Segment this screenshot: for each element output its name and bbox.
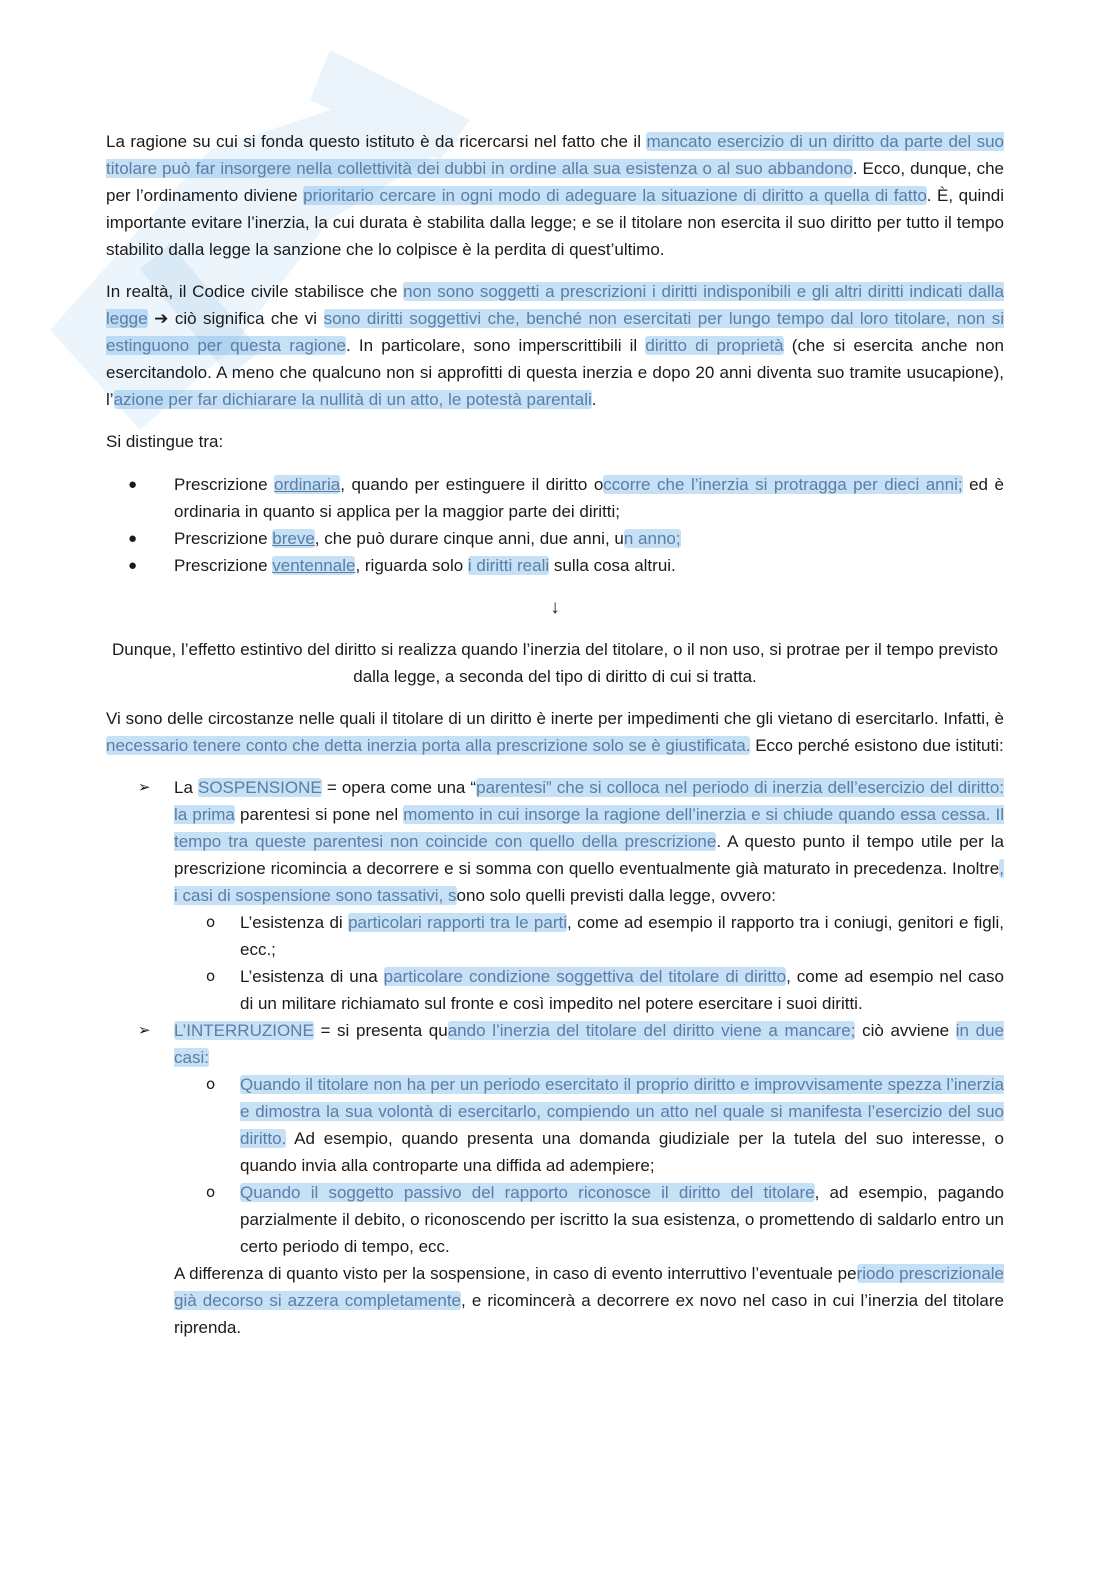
bullet-icon: ● bbox=[128, 530, 138, 547]
sub-list-item: o Quando il titolare non ha per un periodo esercitato il proprio diritto e improvvisamente spezza l’inerzia e dimostra la sua volontà di esercitarlo, compiendo un atto nel quale si manifesta l’esercizio del suo diritto. Ad esempio, quando presenta una domanda giudiziale per la tutela del suo interesse, o quando invia alla controparte una diffida ad adempiere; bbox=[106, 1071, 1004, 1179]
highlighted-text: momento in cui insorge la ragione dell’inerzia e si chiude quando essa cessa. Il tempo tra queste parentesi non coincide con quello della prescrizione bbox=[174, 805, 1005, 851]
text-run: . Ecco, dunque, che per l’ordinamento diviene bbox=[106, 159, 1004, 205]
highlighted-text: mancato esercizio di un diritto da parte del suo titolare può far insorgere nella collettività dei dubbi in ordine alla sua esistenza o al suo abbandono bbox=[106, 132, 1005, 178]
sub-list-item: o Quando il soggetto passivo del rapporto riconosce il diritto del titolare, ad esempio, pagando parzialmente il debito, o riconoscendo per iscritto la sua esistenza, o promettendo di saldarlo entro un certo periodo di tempo, ecc. bbox=[106, 1179, 1004, 1260]
down-arrow-icon: ↓ bbox=[550, 597, 560, 618]
sub-list-item: o L’esistenza di particolari rapporti tra le parti, come ad esempio il rapporto tra i coniugi, genitori e figli, ecc.; bbox=[106, 909, 1004, 963]
text-run: In realtà, il Codice civile stabilisce che bbox=[106, 282, 404, 301]
sub-list-item: o L’esistenza di una particolare condizione soggettiva del titolare di diritto, come ad esempio nel caso di un militare richiamato sul fronte e così impedito nel potere esercitare i suoi diritti. bbox=[106, 963, 1004, 1017]
circostanze-paragraph: Vi sono delle circostanze nelle quali il titolare di un diritto è inerte per impedimenti che gli vietano di esercitarlo. Infatti, è necessario tenere conto che detta inerzia porta alla prescrizione solo se è giustificata. Ecco perché esistono due istituti: bbox=[106, 709, 1004, 755]
intro-paragraph bbox=[106, 128, 1004, 263]
differenza-paragraph: A differenza di quanto visto per la sospensione, in caso di evento interruttivo l’eventuale periodo prescrizionale già decorso si azzera completamente, e ricomincerà a decorrere ex novo nel caso in cui l’inerzia del titolare riprenda. bbox=[174, 1264, 1005, 1337]
effetto-paragraph: Dunque, l’effetto estintivo del diritto si realizza quando l’inerzia del titolare, o il non uso, si protrae per il tempo previsto dalla legge, a seconda del tipo di diritto di cui si tratta. bbox=[111, 640, 999, 686]
highlighted-text: riodo prescrizionale già decorso si azzera completamente bbox=[174, 1264, 1005, 1310]
text-run: . bbox=[591, 390, 597, 409]
arrow-bullet-icon: ➢ bbox=[138, 779, 151, 796]
circle-bullet-icon: o bbox=[206, 967, 216, 985]
highlighted-text: Quando il soggetto passivo del rapporto riconosce il diritto del titolare bbox=[240, 1183, 815, 1202]
interruzione-item: ➢ L’INTERRUZIONE = si presenta quando l’inerzia del titolare del diritto viene a mancare; ciò avviene in due casi: bbox=[106, 1017, 1004, 1071]
arrow-bullet-icon: ➢ bbox=[138, 1022, 151, 1039]
highlighted-text: prioritario cercare in ogni modo di adeguare la situazione di diritto a quella di fatto bbox=[303, 186, 927, 205]
highlighted-text: necessario tenere conto che detta inerzia porta alla prescrizione solo se è giustificata. bbox=[106, 736, 751, 755]
circle-bullet-icon: o bbox=[206, 913, 216, 931]
text-run: . In particolare, sono imperscrittibili il bbox=[346, 336, 646, 355]
term-interruzione: L’INTERRUZIONE bbox=[174, 1021, 314, 1040]
highlighted-text: Quando il titolare non ha per un periodo esercitato il proprio diritto e improvvisamente spezza l’inerzia e dimostra la sua volontà di esercitarlo, compiendo un atto nel quale si manifesta l’esercizio del suo diritto. bbox=[240, 1075, 1004, 1148]
codice-paragraph bbox=[106, 278, 1004, 413]
list-item: ● Prescrizione breve, che può durare cinque anni, due anni, un anno; bbox=[106, 525, 1004, 552]
prescrizione-type: ventennale bbox=[272, 556, 356, 575]
highlighted-text: azione per far dichiarare la nullità di un atto, le potestà parentali bbox=[113, 390, 592, 409]
highlighted-text: particolare condizione soggettiva del titolare di diritto bbox=[383, 967, 787, 986]
highlighted-text: ccorre che l’inerzia si protragga per dieci anni; bbox=[603, 475, 963, 494]
bullet-icon: ● bbox=[128, 476, 138, 493]
highlighted-text: diritto di proprietà bbox=[645, 336, 784, 355]
highlighted-text: sono diritti soggettivi che, benché non esercitati per lungo tempo dal loro titolare, non si estinguono per questa ragione bbox=[106, 309, 1004, 355]
highlighted-text: ando l’inerzia del titolare del diritto viene a mancare; bbox=[447, 1021, 856, 1040]
list-item: ● Prescrizione ordinaria, quando per estinguere il diritto occorre che l’inerzia si protragga per dieci anni; ed è ordinaria in quanto si applica per la maggior parte dei diritti; bbox=[106, 471, 1004, 525]
text-run: . È, quindi importante evitare l’inerzia, la cui durata è stabilita dalla legge; e se il titolare non esercita il suo diritto per tutto il tempo stabilito dalla legge la sanzione che lo colpisce è la perdita di quest’ultimo. bbox=[106, 186, 1005, 259]
circle-bullet-icon: o bbox=[206, 1183, 216, 1201]
text-run: (che si esercita anche non esercitandolo. A meno che qualcuno non si approfitti di questa inerzia e dopo 20 anni diventa suo tramite usucapione), l’ bbox=[106, 336, 1005, 409]
highlighted-text: non sono soggetti a prescrizioni i diritti indisponibili e gli altri diritti indicati dalla legge bbox=[106, 282, 1004, 328]
highlighted-text: n anno; bbox=[623, 529, 681, 548]
highlighted-text: parentesi” che si colloca nel periodo di inerzia dell’esercizio del diritto: la prima bbox=[174, 778, 1005, 824]
prescrizioni-list bbox=[106, 471, 1004, 579]
bullet-icon: ● bbox=[128, 557, 138, 574]
document-page bbox=[106, 128, 1004, 1341]
circle-bullet-icon: o bbox=[206, 1075, 216, 1093]
term-sospensione: SOSPENSIONE bbox=[197, 778, 322, 797]
text-run: ciò significa che vi bbox=[174, 309, 324, 328]
sospensione-item: ➢ La SOSPENSIONE = opera come una “parentesi” che si colloca nel periodo di inerzia dell’esercizio del diritto: la prima parentesi si pone nel momento in cui insorge la ragione dell’inerzia e si chiude quando essa cessa. Il tempo tra queste parentesi non coincide con quello della prescrizione. A questo punto il tempo utile per la prescrizione ricomincia a decorrere e si somma con quello eventualmente già maturato in precedenza. Inoltre, i casi di sospensione sono tassativi, sono solo quelli previsti dalla legge, ovvero: bbox=[106, 774, 1004, 909]
text-run: La ragione su cui si fonda questo istituto è da ricercarsi nel fatto che il bbox=[106, 132, 647, 151]
highlighted-text: , i casi di sospensione sono tassativi, s bbox=[174, 859, 1004, 905]
highlighted-text: i diritti reali bbox=[467, 556, 550, 575]
prescrizione-type: ordinaria bbox=[274, 475, 341, 494]
list-item: ● Prescrizione ventennale, riguarda solo i diritti reali sulla cosa altrui. bbox=[106, 552, 1004, 579]
distingue-line: Si distingue tra: bbox=[106, 432, 224, 451]
prescrizione-type: breve bbox=[272, 529, 315, 548]
highlighted-text: particolari rapporti tra le parti bbox=[348, 913, 568, 932]
right-arrow-icon: ➔ bbox=[147, 309, 175, 328]
highlighted-text: in due casi: bbox=[174, 1021, 1004, 1067]
